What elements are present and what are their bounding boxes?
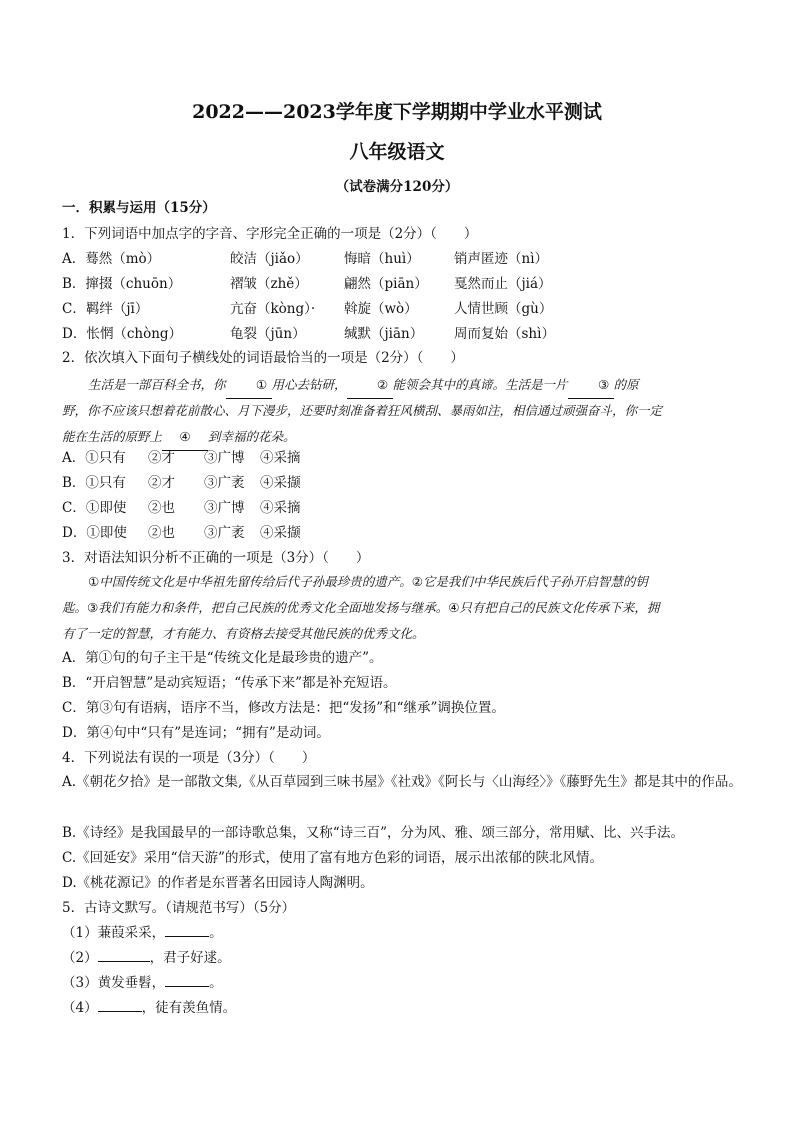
q4-option-c: C.《回延安》采用“信天游”的形式，使用了富有地方色彩的词语，展示出浓郁的陕北风情。 xyxy=(62,850,603,866)
option-cell: 缄默（jiān） xyxy=(344,326,424,342)
option-cell: B．撺掇（chuōn） xyxy=(62,276,182,292)
option-cell: 龟裂（jūn） xyxy=(230,326,306,342)
option-cell: A．①只有 xyxy=(62,450,126,466)
poem-prompt: （2） xyxy=(62,950,98,966)
option-cell: 人情世顾（gù） xyxy=(454,301,553,317)
poem-prompt: ，徒有羡鱼情。 xyxy=(141,1000,237,1016)
option-cell: D．怅惘（chòng） xyxy=(62,326,183,342)
exam-subtitle: 八年级语文 xyxy=(349,141,445,163)
option-cell: 悔暗（huì） xyxy=(344,251,420,267)
q5-item-2 xyxy=(62,949,744,967)
passage-text: 用心去钻研， xyxy=(271,377,347,392)
option-cell: C．①即使 xyxy=(62,500,127,516)
q1-stem: 1．下列词语中加点字的字音、字形完全正确的一项是（2分）（ ） xyxy=(62,226,478,242)
passage-text: 能在生活的原野上 xyxy=(62,429,163,444)
option-cell: C．羁绊（jī） xyxy=(62,301,149,317)
option-cell: ②才 xyxy=(148,450,175,466)
exam-title: 2022——2023学年度下学期期中学业水平测试 xyxy=(192,101,602,123)
option-cell: 皎洁（jiǎo） xyxy=(230,251,309,267)
passage-text: 到幸福的花朵。 xyxy=(208,429,296,444)
q3-option-d: D．第④句中“只有”是连词；“拥有”是动词。 xyxy=(62,725,330,741)
q5-stem: 5．古诗文默写。（请规范书写）（5分） xyxy=(62,900,296,916)
option-cell: A．蓦然（mò） xyxy=(62,251,161,267)
q3-option-c: C．第③句有语病，语序不当，修改方法是：把“发扬”和“继承”调换位置。 xyxy=(62,700,505,716)
section-heading: 一．积累与运用（15分） xyxy=(62,200,216,216)
option-cell: 翩然（piān） xyxy=(344,276,428,292)
poem-prompt: ，君子好逑。 xyxy=(149,950,231,966)
q3-passage-line2: 匙。③我们有能力和条件，把自己民族的优秀文化全面地发扬与继承。④只有把自己的民族文化传承下来，拥 xyxy=(62,600,660,615)
q2-passage-line3 xyxy=(62,424,742,451)
poem-prompt: （3）黄发垂髫， xyxy=(62,975,166,991)
q4-stem: 4．下列说法有误的一项是（3分）（ ） xyxy=(62,750,316,766)
q2-passage-line2: 野，你不应该只想着花前散心、月下漫步，还要时刻准备着狂风横刮、暴雨如注，相信通过顽强奋斗，你一定 xyxy=(62,403,663,418)
option-cell: ②也 xyxy=(148,500,175,516)
option-cell: 斡旋（wò） xyxy=(344,301,418,317)
option-cell: B．①只有 xyxy=(62,475,126,491)
option-cell: ③广博 xyxy=(204,500,245,516)
fill-blank[interactable] xyxy=(98,961,150,962)
passage-text: 的原 xyxy=(613,377,639,392)
poem-prompt: （1）蒹葭采采， xyxy=(62,925,166,941)
q2-passage xyxy=(62,372,742,399)
option-cell: ④采撷 xyxy=(260,475,301,491)
passage-text: 能领会其中的真谛。生活是一片 xyxy=(392,377,568,392)
q5-item-4 xyxy=(62,999,744,1017)
option-cell: 销声匿迹（nì） xyxy=(454,251,549,267)
option-cell: ②才 xyxy=(148,475,175,491)
q4-option-d: D.《桃花源记》的作者是东晋著名田园诗人陶渊明。 xyxy=(62,875,374,891)
option-cell: ④采摘 xyxy=(260,450,301,466)
blank-4: ④ xyxy=(162,424,208,451)
q2-stem: 2．依次填入下面句子横线处的词语最恰当的一项是（2分）（ ） xyxy=(62,350,464,366)
q3-stem: 3．对语法知识分析不正确的一项是（3分）（ ） xyxy=(62,550,370,566)
option-cell: 亢奋（kòng）· xyxy=(230,301,316,317)
option-cell: ②也 xyxy=(148,525,175,541)
option-cell: D．①即使 xyxy=(62,525,127,541)
poem-prompt: 。 xyxy=(209,925,223,941)
q5-item-3 xyxy=(62,974,744,992)
fill-blank[interactable] xyxy=(165,986,209,987)
option-cell: ③广袤 xyxy=(204,525,245,541)
fill-blank[interactable] xyxy=(165,936,209,937)
option-cell: 戛然而止（jiá） xyxy=(454,276,552,292)
q3-option-a: A．第①句的句子主干是“传统文化是最珍贵的遗产”。 xyxy=(62,650,383,666)
score-note: （试卷满分120分） xyxy=(335,179,459,195)
q3-passage-line3: 有了一定的智慧，才有能力、有资格去接受其他民族的优秀文化。 xyxy=(62,626,425,641)
option-cell: ③广博 xyxy=(204,450,245,466)
q3-passage-line1: ①中国传统文化是中华祖先留传给后代子孙最珍贵的遗产。②它是我们中华民族后代子孙开启智慧的钥 xyxy=(88,574,648,589)
poem-prompt: 。 xyxy=(209,975,223,991)
blank-1: ① xyxy=(226,372,272,399)
option-cell: ④采撷 xyxy=(260,525,301,541)
blank-3: ③ xyxy=(568,372,614,399)
poem-prompt: （4） xyxy=(62,1000,98,1016)
blank-2: ② xyxy=(347,372,393,399)
option-cell: ③广袤 xyxy=(204,475,245,491)
fill-blank[interactable] xyxy=(98,1011,142,1012)
option-cell: ④采摘 xyxy=(260,500,301,516)
passage-text: 生活是一部百科全书，你 xyxy=(88,377,226,392)
q5-item-1 xyxy=(62,924,744,942)
q4-option-b: B.《诗经》是我国最早的一部诗歌总集，又称“诗三百”，分为风、雅、颂三部分，常用赋、比、兴手法。 xyxy=(62,825,685,841)
option-cell: 褶皱（zhě） xyxy=(230,276,308,292)
option-cell: 周而复始（shì） xyxy=(454,326,555,342)
q4-option-a: A.《朝花夕拾》是一部散文集,《从百草园到三味书屋》《社戏》《阿长与〈山海经〉》《藤野先生》都是其中的作品。 xyxy=(62,774,742,790)
q3-option-b: B．“开启智慧”是动宾短语；“传承下来”都是补充短语。 xyxy=(62,675,397,691)
